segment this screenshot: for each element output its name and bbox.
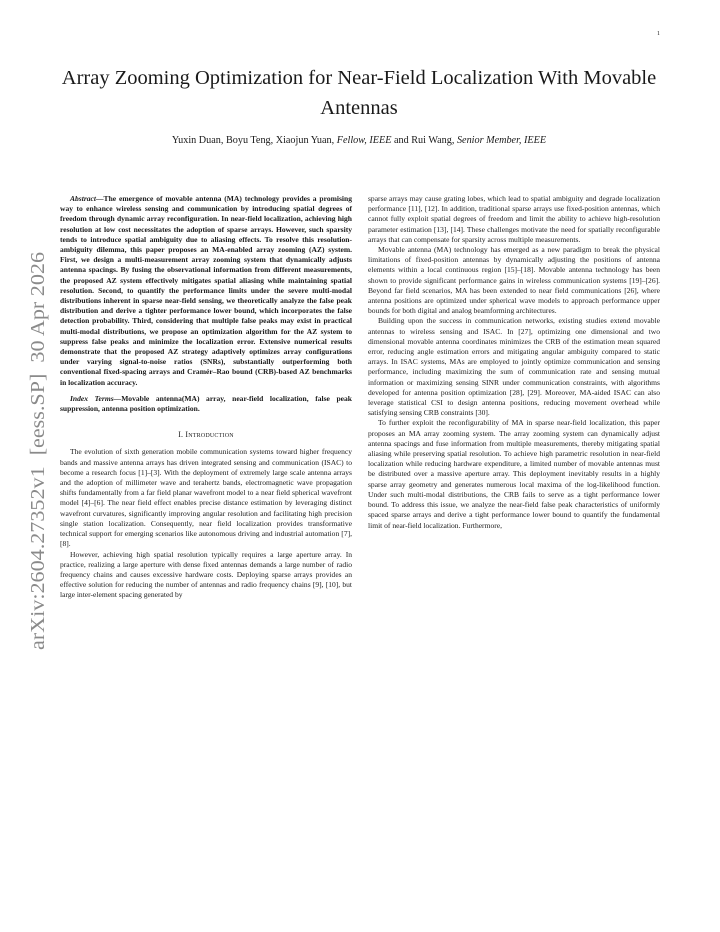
body-paragraph: sparse arrays may cause grating lobes, which lead to spatial ambiguity and degrade localization performance [11], [12]. In addition, traditional sparse arrays use fixed-position antennas, which cannot fully exploit spatial degrees of freedom and limit the ability to achieve high-resolution parameter estimation [13], [14]. These challenges motivate the need for spatially reconfigurable arrays that can compensate for sparsity across multiple measurements. [368, 194, 660, 244]
abstract-text: —The emergence of movable antenna (MA) technology provides a promising way to enhance wireless sensing and communication by introducing spatial degrees of freedom through dynamic array reconfiguration. In near-field localization, achieving high resolution at low cost necessitates the adoption of sparse arrays. However, such sparsity tends to introduce spatial ambiguity due to aliasing effects. To resolve this resolution-ambiguity dilemma, this paper proposes an MA-enabled array zooming (AZ) system. First, we design a multi-measurement array zooming system that dynamically adjusts antenna spacings. By fusing the observational information from different measurements, the proposed AZ system effectively mitigates spatial aliasing while maintaining spatial resolution. Second, to quantify the performance limits under the severe multi-modal distributions inherent in sparse near-field sensing, we theoretically analyze the false peak distribution and derive a tighter performance lower bound, which incorporates the false detection probability. Third, considering that multiple false peaks may exist in practical multi-modal distributions, we propose an optimization algorithm for the AZ system to suppress false peaks and minimize the localization error. Extensive numerical results demonstrate that the proposed AZ strategy adaptively optimizes array configurations under varying signal-to-noise ratios (SNRs), substantially outperforming both conventional fixed-spacing arrays and Cramér–Rao bound (CRB)-based AZ benchmarks in localization accuracy. [60, 194, 352, 387]
body-paragraph: To further exploit the reconfigurability of MA in sparse near-field localization, this paper proposes an MA array zooming system. The array zooming system can dynamically adjust antenna spacings and fuse information from multiple measurements, thereby mitigating spatial aliasing while preserving spatial resolution. To achieve high parametric resolution in near-field localization while reducing hardware expenditure, a limited number of movable antennas must be distributed over a massive aperture array. This deployment inevitably results in a highly sparse array geometry and generates numerous local maxima of the log-likelihood function. Under such multi-modal distributions, the CRB fails to serve as a tight performance lower bound. To address this issue, we analyze the near-field false peak characteristics of uniformly spaced sparse arrays and derive a tight performance lower bound to quantify the fundamental limit of near-field localization. Furthermore, [368, 418, 660, 530]
arxiv-identifier-text: arXiv:2604.27352v1 [eess.SP] 30 Apr 2026 [27, 290, 49, 650]
body-paragraph: Movable antenna (MA) technology has emerged as a new paradigm to break the physical limitations of fixed-position antennas by dynamically adjusting the positions of antenna elements within a local continuous region [15]–[18]. Movable antenna technology has been shown to provide significant performance gains in wireless communication systems [19]–[26]. Beyond far field scenarios, MA has been extended to near field communications [26], where antenna positions are optimized under spherical wave models to approach performance upper bounds for both digital and analog beamforming architectures. [368, 245, 660, 316]
page-number: 1 [657, 31, 660, 37]
abstract [60, 194, 352, 388]
body-paragraph: The evolution of sixth generation mobile communication systems toward higher frequency bands and massive antenna arrays has driven integrated sensing and communication (ISAC) to become a research focus [1]–[3]. With the deployment of extremely large scale antenna arrays and the adoption of millimeter wave and terahertz bands, electromagnetic wave propagation shifts fundamentally from a far field planar wavefront model to a near field spherical wavefront model [4]–[6]. The near field effect enables precise distance estimation by leveraging distinct wavefront curvatures, significantly improving angular resolution and facilitating high precision single station localization. Consequently, near field localization provides transformative technical support for emerging scenarios like autonomous driving and industrial automation [7], [8]. [60, 447, 352, 549]
index-terms-text: —Movable antenna(MA) array, near-field localization, false peak suppression, antenna position optimization. [60, 393, 352, 414]
right-column [368, 194, 660, 531]
index-terms [60, 394, 352, 414]
left-column [60, 194, 352, 601]
author-and: and Rui Wang, [394, 135, 455, 146]
body-paragraph: Building upon the success in communication networks, existing studies extend movable antennas to wireless sensing and ISAC. In [27], optimizing one dimensional and two dimensional movable antenna coordinates minimizes the CRB of the estimation mean squared error, reducing angle estimation errors and mitigating angular ambiguity compared to static arrays. In ISAC systems, MAs are employed to jointly optimize communication and sensing performance, including maximizing the sum of communication rate and sensing mutual information or maximizing sensing SINR under communication constraints, with algorithms developed for antenna position optimization [28], [29]. Moreover, MA-aided ISAC can also leverage statistical CSI to design antenna positions, reducing movement overhead while satisfying sensing CRB constraints [30]. [368, 316, 660, 418]
section-heading-introduction: I. Introduction [178, 430, 234, 440]
paper-title: Array Zooming Optimization for Near-Field Localization With Movable Antennas [61, 67, 657, 119]
author-names: Yuxin Duan, Boyu Teng, Xiaojun Yuan, [171, 135, 335, 146]
index-terms-label: Index Terms [70, 393, 114, 403]
abstract-label: Abstract [70, 194, 96, 203]
author-line [60, 135, 658, 146]
body-paragraph: However, achieving high spatial resolution typically requires a large aperture array. In practice, realizing a large aperture with dense fixed antennas demands a large number of radio frequency chains and causes excessive hardware costs. Deploying sparse arrays provides an effective solution for reducing the number of antennas and radio frequency chains [9], [10], but large inter-element spacing generated by [60, 549, 352, 600]
author-senior-title: Senior Member, IEEE [456, 135, 547, 146]
arxiv-identifier-stamp [13, 250, 57, 650]
author-fellow-title: Fellow, IEEE [336, 135, 392, 146]
